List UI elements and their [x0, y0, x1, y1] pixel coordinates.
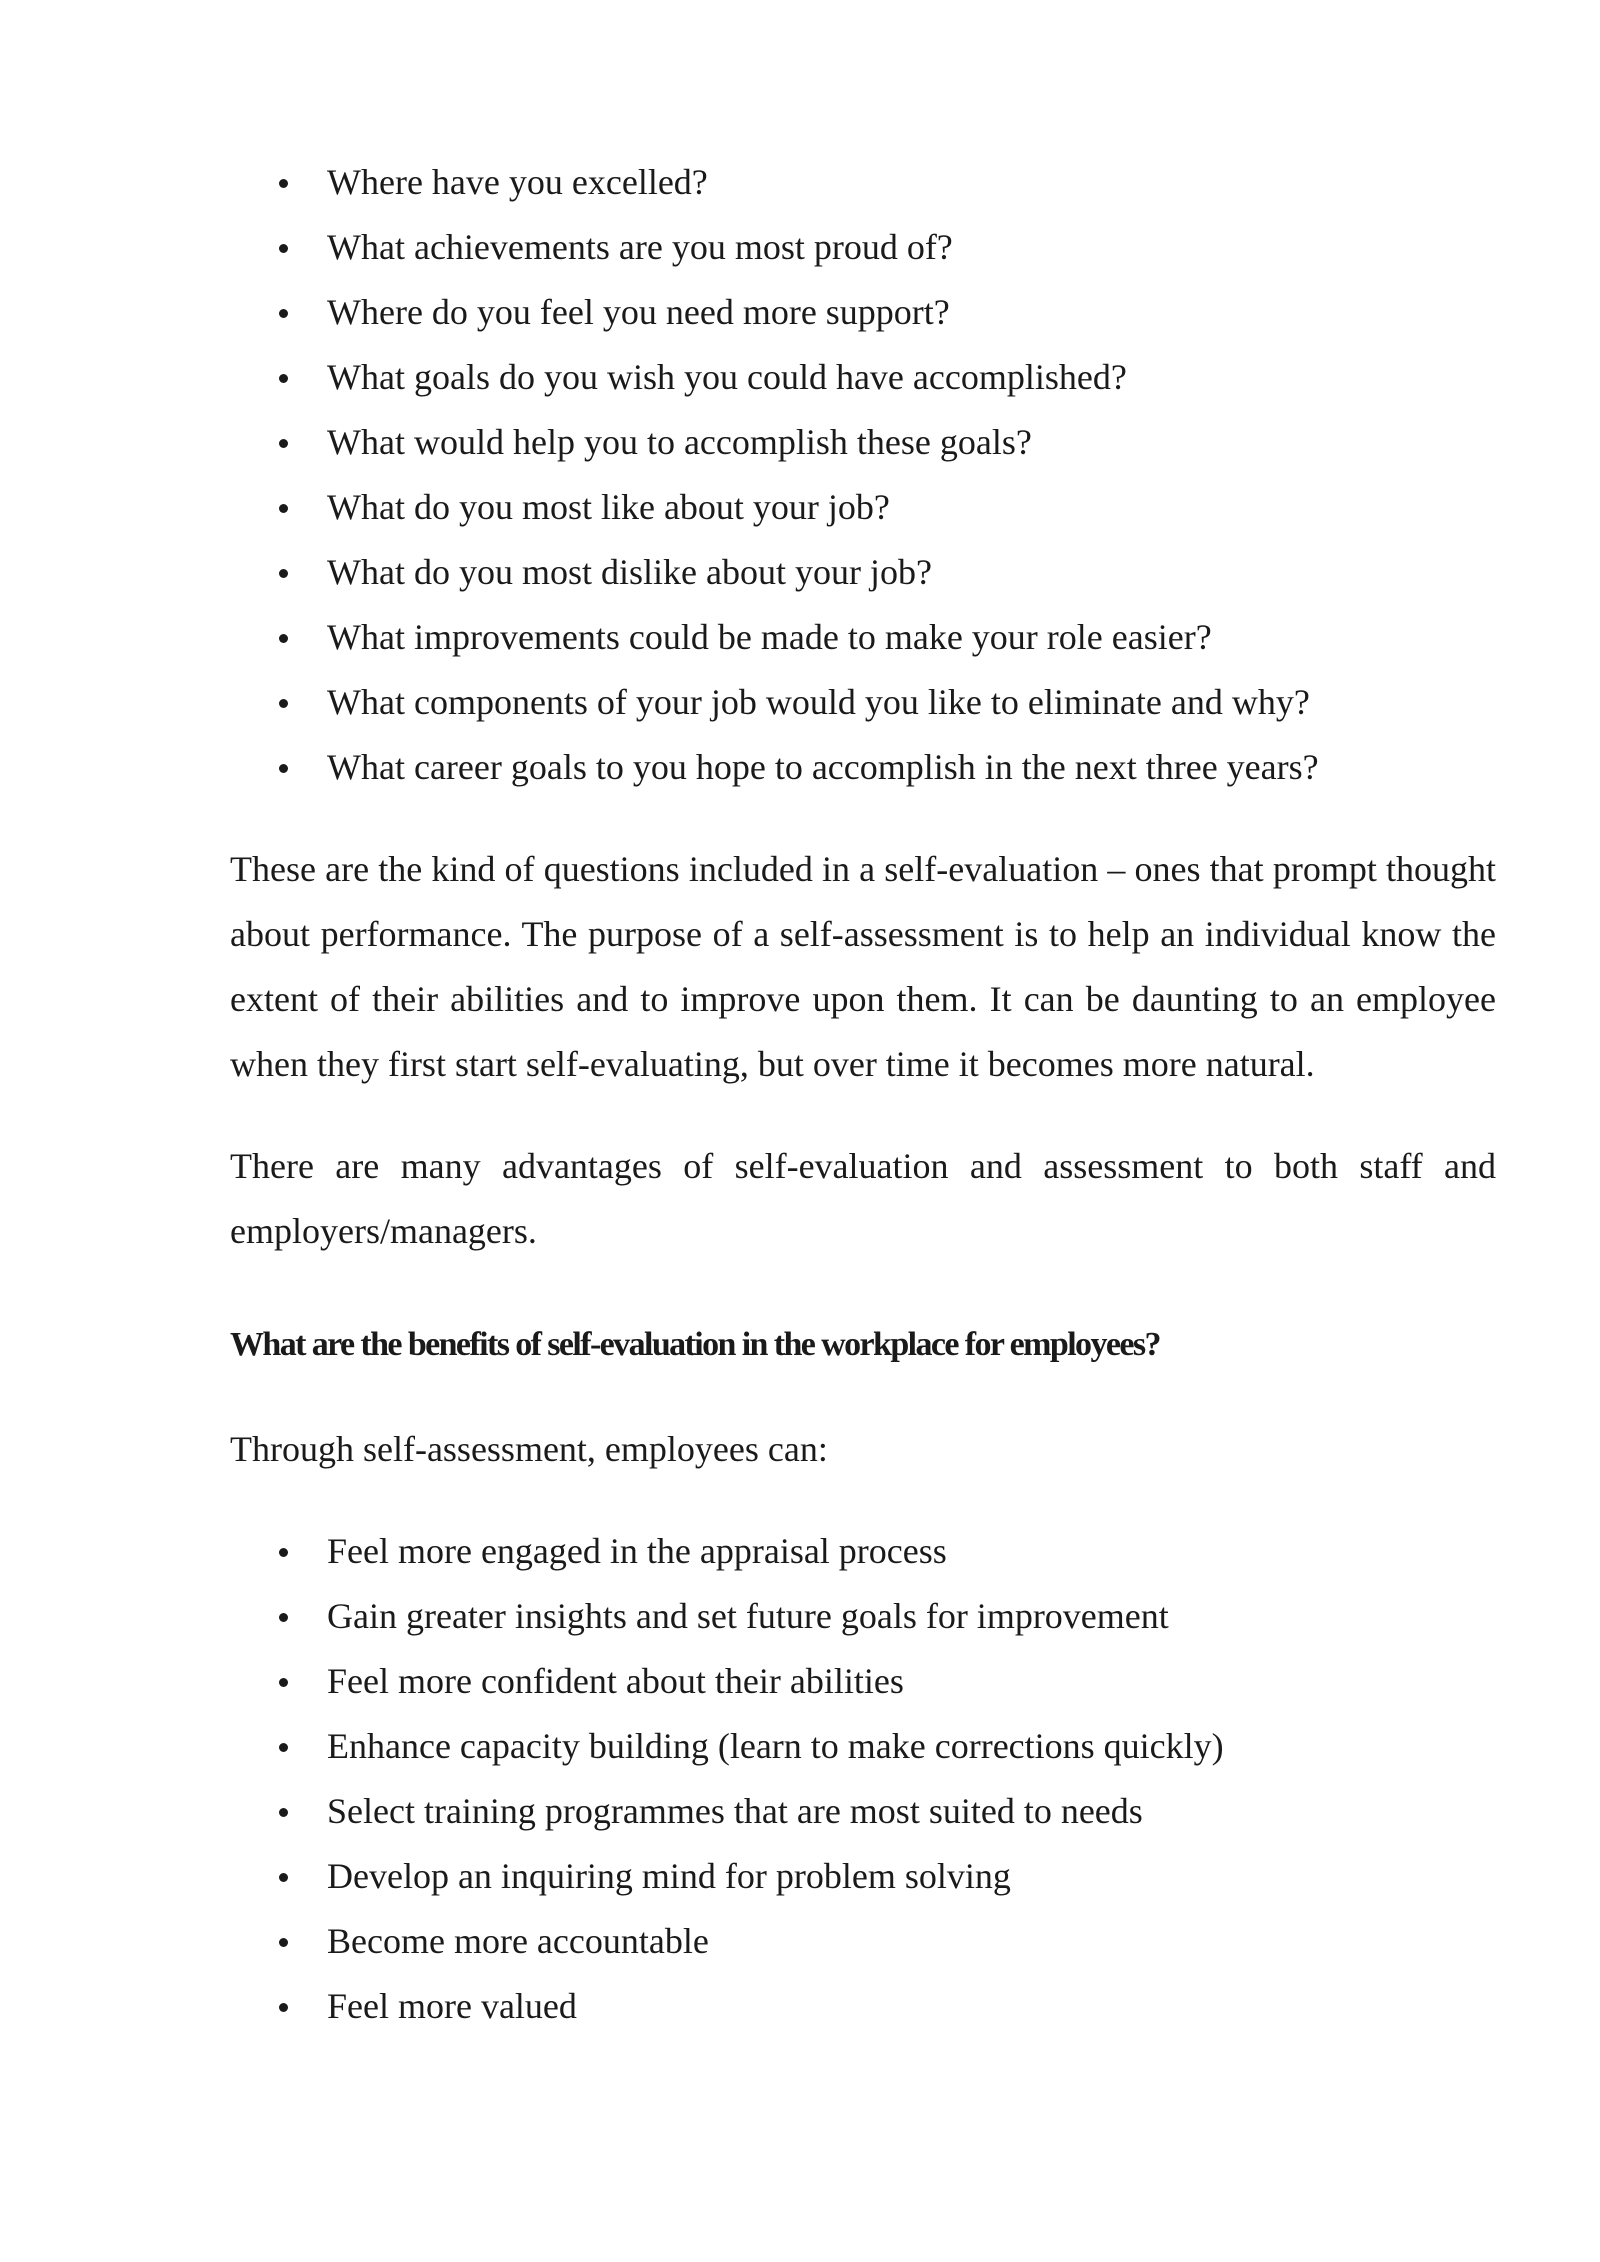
- list-item: What improvements could be made to make your role easier?: [230, 605, 1496, 670]
- list-item: Where do you feel you need more support?: [230, 280, 1496, 345]
- list-item: Feel more valued: [230, 1974, 1496, 2039]
- list-item: What do you most like about your job?: [230, 475, 1496, 540]
- list-item: Become more accountable: [230, 1909, 1496, 1974]
- list-item: Feel more confident about their abilities: [230, 1649, 1496, 1714]
- questions-list: [230, 150, 1496, 800]
- benefits-list: [230, 1519, 1496, 2039]
- section-heading: What are the benefits of self-evaluation in the workplace for employees?: [230, 1326, 1160, 1363]
- list-item: Develop an inquiring mind for problem solving: [230, 1844, 1496, 1909]
- list-item: Enhance capacity building (learn to make corrections quickly): [230, 1714, 1496, 1779]
- list-item: What do you most dislike about your job?: [230, 540, 1496, 605]
- intro-paragraph: Through self-assessment, employees can:: [230, 1429, 828, 1469]
- document-page: [230, 150, 1496, 2039]
- list-item: Select training programmes that are most suited to needs: [230, 1779, 1496, 1844]
- list-item: What career goals to you hope to accomplish in the next three years?: [230, 735, 1496, 800]
- list-item: Where have you excelled?: [230, 150, 1496, 215]
- list-item: What components of your job would you like to eliminate and why?: [230, 670, 1496, 735]
- list-item: Feel more engaged in the appraisal process: [230, 1519, 1496, 1584]
- list-item: What achievements are you most proud of?: [230, 215, 1496, 280]
- list-item: What goals do you wish you could have accomplished?: [230, 345, 1496, 410]
- body-paragraph: There are many advantages of self-evaluation and assessment to both staff and employers/managers.: [230, 1146, 1496, 1251]
- list-item: What would help you to accomplish these goals?: [230, 410, 1496, 475]
- body-paragraph: These are the kind of questions included in a self-evaluation – ones that prompt thought about performance. The purpose of a self-assessment is to help an individual know the extent of their abilities and to improve upon them. It can be daunting to an employee when they first start self-evaluating, but over time it becomes more natural.: [230, 849, 1496, 1084]
- list-item: Gain greater insights and set future goals for improvement: [230, 1584, 1496, 1649]
